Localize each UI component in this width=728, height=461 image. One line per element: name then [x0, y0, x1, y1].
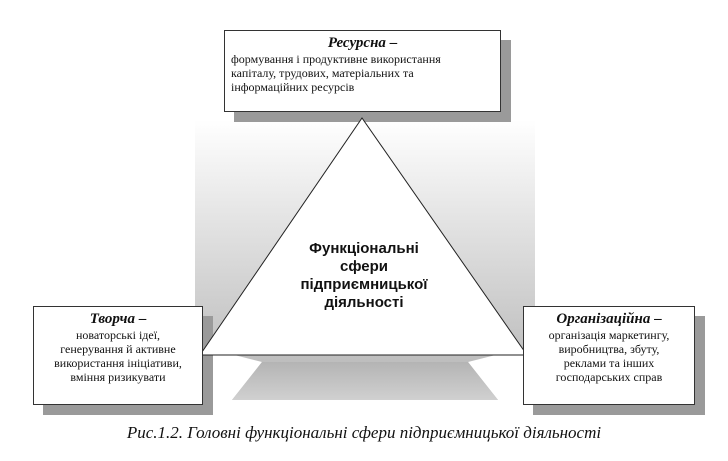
- resource-sphere-box: [224, 30, 501, 112]
- resource-sphere-dash: –: [385, 35, 398, 51]
- resource-sphere-line-2: капіталу, трудових, матеріальних та: [231, 66, 414, 80]
- resource-sphere-title-text: Ресурсна: [327, 35, 386, 51]
- creative-sphere-dash: –: [135, 311, 147, 327]
- creative-sphere-line-4: вміння ризикувати: [70, 370, 166, 384]
- organizational-sphere-title: [530, 310, 688, 328]
- creative-sphere-line-2: генерування й активне: [60, 342, 176, 356]
- creative-sphere-line-3: використання ініціативи,: [54, 356, 182, 370]
- organizational-sphere-title-text: Організаційна: [556, 311, 651, 327]
- creative-sphere-line-1: новаторські ідеї,: [75, 328, 161, 342]
- creative-sphere-box: [33, 306, 203, 405]
- resource-sphere-line-3: інформаційних ресурсів: [231, 80, 355, 94]
- organizational-sphere-line-1: організація маркетингу,: [548, 328, 670, 342]
- figure-caption: Рис.1.2. Головні функціональні сфери підприємницької діяльності: [126, 423, 602, 442]
- center-label-line-2: сфери: [340, 258, 388, 275]
- center-label-line-3: підприємницької: [300, 276, 428, 293]
- center-label-line-4: діяльності: [324, 294, 404, 311]
- organizational-sphere-dash: –: [650, 311, 662, 327]
- organizational-sphere-line-2: виробництва, збуту,: [558, 342, 660, 356]
- organizational-sphere-line-3: реклами та інших: [563, 356, 655, 370]
- creative-sphere-title-text: Творча: [89, 311, 136, 327]
- creative-sphere-title: [40, 310, 196, 328]
- center-label: [264, 240, 464, 312]
- center-label-line-1: Функціональні: [309, 240, 419, 257]
- shaded-extrusion-bottom: [232, 362, 498, 400]
- resource-sphere-title: [231, 34, 494, 52]
- organizational-sphere-line-4: господарських справ: [555, 370, 663, 384]
- organizational-sphere-box: [523, 306, 695, 405]
- resource-sphere-line-1: формування і продуктивне використання: [231, 52, 441, 66]
